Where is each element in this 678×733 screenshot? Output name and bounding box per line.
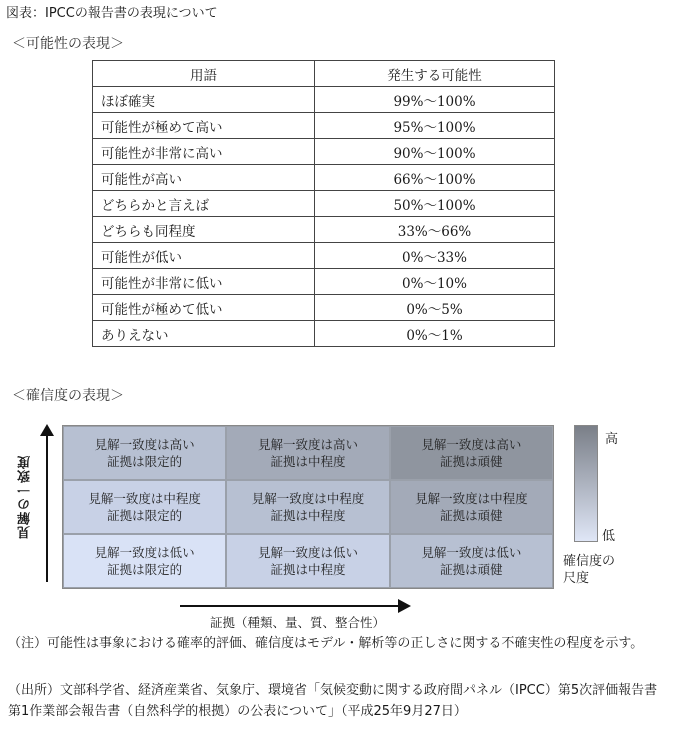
- cell-evidence-text: 証拠は限定的: [107, 562, 183, 577]
- confidence-cell: [390, 480, 553, 534]
- scale-low-label: 低: [602, 529, 616, 544]
- probability-cell: 0%〜33%: [315, 243, 555, 269]
- table-row: [93, 217, 555, 243]
- probability-cell: 66%〜100%: [315, 165, 555, 191]
- probability-cell: 0%〜1%: [315, 321, 555, 347]
- cell-evidence-text: 証拠は中程度: [270, 454, 346, 469]
- term-cell: 可能性が非常に低い: [93, 269, 315, 295]
- scale-high-label: 高: [605, 432, 619, 447]
- table-row: [93, 295, 555, 321]
- table-row: [93, 191, 555, 217]
- confidence-cell: [63, 534, 226, 588]
- cell-evidence-text: 証拠は頑健: [440, 562, 503, 577]
- probability-cell: 99%〜100%: [315, 87, 555, 113]
- confidence-cell: [390, 426, 553, 480]
- table-row: [93, 113, 555, 139]
- cell-evidence-text: 証拠は限定的: [107, 454, 183, 469]
- probability-cell: 95%〜100%: [315, 113, 555, 139]
- cell-agreement-text: 見解一致度は中程度: [251, 491, 365, 506]
- y-axis-line: [46, 432, 48, 582]
- table-row: [93, 269, 555, 295]
- probability-heading: ＜可能性の表現＞: [12, 36, 124, 52]
- probability-cell: 90%〜100%: [315, 139, 555, 165]
- cell-evidence-text: 証拠は頑健: [440, 508, 503, 523]
- cell-evidence-text: 証拠は頑健: [440, 454, 503, 469]
- scale-title: 確信度の尺度: [563, 554, 616, 586]
- term-cell: 可能性が非常に高い: [93, 139, 315, 165]
- term-cell: 可能性が低い: [93, 243, 315, 269]
- confidence-cell: [390, 534, 553, 588]
- header-term: 用語: [93, 61, 315, 87]
- figure-title: 図表：IPCCの報告書の表現について: [6, 6, 218, 21]
- note-text: （注）可能性は事象における確率的評価、確信度はモデル・解析等の正しさに関する不確実性の程度を示す。: [8, 636, 644, 651]
- y-axis-label: 見解の一致度: [18, 455, 33, 539]
- probability-cell: 0%〜5%: [315, 295, 555, 321]
- term-cell: 可能性が極めて低い: [93, 295, 315, 321]
- cell-evidence-text: 証拠は中程度: [270, 508, 346, 523]
- term-cell: 可能性が極めて高い: [93, 113, 315, 139]
- cell-agreement-text: 見解一致度は低い: [421, 545, 522, 560]
- table-row: [93, 139, 555, 165]
- term-cell: どちらも同程度: [93, 217, 315, 243]
- term-cell: どちらかと言えば: [93, 191, 315, 217]
- confidence-cell: [226, 426, 389, 480]
- cell-agreement-text: 見解一致度は高い: [421, 437, 522, 452]
- x-axis-line: [180, 605, 400, 607]
- confidence-cell: [63, 426, 226, 480]
- cell-agreement-text: 見解一致度は低い: [257, 545, 358, 560]
- cell-evidence-text: 証拠は限定的: [107, 508, 183, 523]
- cell-agreement-text: 見解一致度は高い: [257, 437, 358, 452]
- term-cell: 可能性が高い: [93, 165, 315, 191]
- confidence-matrix: [62, 425, 554, 589]
- probability-cell: 33%〜66%: [315, 217, 555, 243]
- x-axis-label: 証拠（種類、量、質、整合性）: [210, 615, 386, 630]
- cell-agreement-text: 見解一致度は中程度: [415, 491, 528, 506]
- header-probability: 発生する可能性: [315, 61, 555, 87]
- table-row: [93, 87, 555, 113]
- confidence-cell: [226, 480, 389, 534]
- table-row: [93, 165, 555, 191]
- cell-agreement-text: 見解一致度は低い: [94, 545, 195, 560]
- confidence-cell: [63, 480, 226, 534]
- term-cell: ほぼ確実: [93, 87, 315, 113]
- confidence-scale-bar: [574, 425, 598, 542]
- x-axis-arrow-icon: [398, 599, 411, 613]
- table-header-row: [93, 61, 555, 87]
- term-cell: ありえない: [93, 321, 315, 347]
- source-text: （出所）文部科学省、経済産業省、気象庁、環境省「気候変動に関する政府間パネル（IPCC）第5次評価報告書 第1作業部会報告書（自然科学的根拠）の公表について」（平成25年9月27日）: [8, 683, 658, 719]
- probability-cell: 0%〜10%: [315, 269, 555, 295]
- confidence-heading: ＜確信度の表現＞: [12, 388, 124, 404]
- probability-cell: 50%〜100%: [315, 191, 555, 217]
- cell-evidence-text: 証拠は中程度: [270, 562, 346, 577]
- probability-table: [92, 60, 555, 347]
- cell-agreement-text: 見解一致度は中程度: [88, 491, 201, 506]
- table-row: [93, 243, 555, 269]
- table-row: [93, 321, 555, 347]
- cell-agreement-text: 見解一致度は高い: [94, 437, 195, 452]
- confidence-cell: [226, 534, 389, 588]
